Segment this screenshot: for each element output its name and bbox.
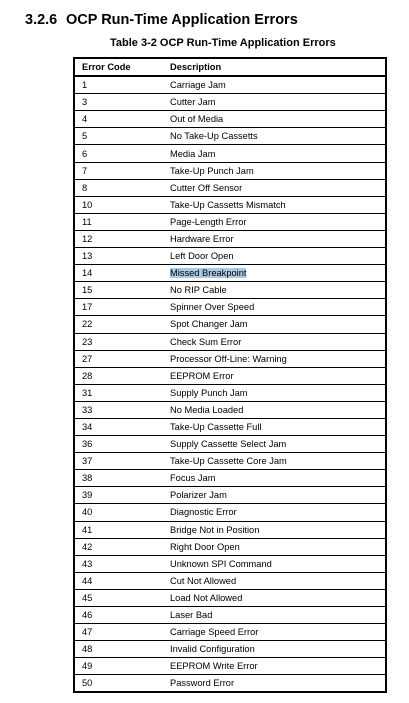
description-text: Focus Jam <box>170 473 216 484</box>
description-text: Supply Punch Jam <box>170 387 248 398</box>
error-code-cell: 1 <box>74 76 170 94</box>
description-cell <box>170 538 386 555</box>
description-text: Take-Up Cassetts Mismatch <box>170 199 286 210</box>
error-code-cell: 37 <box>74 453 170 470</box>
table-row <box>74 265 386 282</box>
description-text: Take-Up Cassette Full <box>170 422 262 433</box>
error-code-cell: 7 <box>74 162 170 179</box>
description-text: Take-Up Punch Jam <box>170 165 254 176</box>
description-cell <box>170 196 386 213</box>
description-text: Processor Off-Line: Warning <box>170 353 287 364</box>
description-text: No Media Loaded <box>170 404 244 415</box>
description-text: No Take-Up Cassetts <box>170 131 258 142</box>
description-text: Cutter Off Sensor <box>170 182 243 193</box>
error-code-cell: 11 <box>74 213 170 230</box>
error-code-cell: 47 <box>74 624 170 641</box>
description-text: Take-Up Cassette Core Jam <box>170 456 287 467</box>
description-text: Cutter Jam <box>170 97 216 108</box>
error-code-cell: 14 <box>74 265 170 282</box>
error-codes-table <box>73 57 387 693</box>
description-cell <box>170 111 386 128</box>
table-row <box>74 384 386 401</box>
description-text: Load Not Allowed <box>170 592 243 603</box>
description-cell <box>170 436 386 453</box>
table-row <box>74 521 386 538</box>
error-code-cell: 13 <box>74 248 170 265</box>
description-cell <box>170 555 386 572</box>
section-title: OCP Run-Time Application Errors <box>66 12 298 28</box>
error-code-cell: 6 <box>74 145 170 162</box>
error-code-cell: 42 <box>74 538 170 555</box>
error-code-cell: 44 <box>74 572 170 589</box>
description-text: Invalid Configuration <box>170 644 255 655</box>
table-row <box>74 607 386 624</box>
description-cell <box>170 162 386 179</box>
error-code-cell: 12 <box>74 230 170 247</box>
table-row <box>74 333 386 350</box>
table-row <box>74 213 386 230</box>
error-code-cell: 43 <box>74 555 170 572</box>
description-cell <box>170 401 386 418</box>
error-code-cell: 23 <box>74 333 170 350</box>
error-code-cell: 41 <box>74 521 170 538</box>
table-row <box>74 162 386 179</box>
table-row <box>74 555 386 572</box>
table-row <box>74 248 386 265</box>
description-cell <box>170 367 386 384</box>
description-text: EEPROM Write Error <box>170 661 258 672</box>
description-cell <box>170 94 386 111</box>
table-caption: Table 3-2 OCP Run-Time Application Errors <box>110 37 336 49</box>
description-text: Carriage Speed Error <box>170 627 259 638</box>
error-code-cell: 46 <box>74 607 170 624</box>
description-cell <box>170 179 386 196</box>
table-row <box>74 196 386 213</box>
error-code-cell: 27 <box>74 350 170 367</box>
description-text: Media Jam <box>170 148 216 159</box>
error-code-cell: 10 <box>74 196 170 213</box>
table-row <box>74 504 386 521</box>
table-row <box>74 538 386 555</box>
error-code-cell: 38 <box>74 470 170 487</box>
description-cell <box>170 282 386 299</box>
description-cell <box>170 589 386 606</box>
error-code-cell: 48 <box>74 641 170 658</box>
description-text: Left Door Open <box>170 251 234 262</box>
description-text: Carriage Jam <box>170 80 226 91</box>
description-text: Cut Not Allowed <box>170 575 237 586</box>
description-text: Bridge Not in Position <box>170 524 260 535</box>
description-text: Supply Cassette Select Jam <box>170 439 287 450</box>
description-cell <box>170 470 386 487</box>
table-row <box>74 401 386 418</box>
table-row <box>74 316 386 333</box>
error-code-cell: 34 <box>74 418 170 435</box>
description-text: Polarizer Jam <box>170 490 227 501</box>
error-code-cell: 40 <box>74 504 170 521</box>
error-code-cell: 50 <box>74 675 170 693</box>
table-row <box>74 145 386 162</box>
table-header-row <box>74 58 386 76</box>
table-row <box>74 487 386 504</box>
error-code-cell: 8 <box>74 179 170 196</box>
error-code-cell: 45 <box>74 589 170 606</box>
error-code-cell: 39 <box>74 487 170 504</box>
error-code-cell: 33 <box>74 401 170 418</box>
table-row <box>74 111 386 128</box>
description-text: Laser Bad <box>170 610 213 621</box>
description-cell <box>170 350 386 367</box>
table-row <box>74 470 386 487</box>
description-text: No RIP Cable <box>170 285 227 296</box>
table-row <box>74 128 386 145</box>
description-cell <box>170 128 386 145</box>
table-row <box>74 230 386 247</box>
description-text: Page-Length Error <box>170 216 247 227</box>
description-text: Diagnostic Error <box>170 507 237 518</box>
error-code-cell: 5 <box>74 128 170 145</box>
table-row <box>74 675 386 693</box>
table-row <box>74 453 386 470</box>
table-row <box>74 658 386 675</box>
error-code-cell: 15 <box>74 282 170 299</box>
description-text: Out of Media <box>170 114 224 125</box>
description-cell <box>170 453 386 470</box>
section-number: 3.2.6 <box>25 12 58 28</box>
description-text: Spot Changer Jam <box>170 319 248 330</box>
description-cell <box>170 504 386 521</box>
description-cell <box>170 487 386 504</box>
description-cell <box>170 230 386 247</box>
section-heading <box>25 12 298 28</box>
table-row <box>74 350 386 367</box>
description-cell <box>170 624 386 641</box>
header-error-code: Error Code <box>74 58 170 76</box>
description-cell <box>170 248 386 265</box>
table-row <box>74 589 386 606</box>
table-row <box>74 572 386 589</box>
description-cell <box>170 316 386 333</box>
description-cell <box>170 658 386 675</box>
description-text: Hardware Error <box>170 233 234 244</box>
description-cell <box>170 384 386 401</box>
description-text: Unknown SPI Command <box>170 558 272 569</box>
description-cell <box>170 572 386 589</box>
description-cell <box>170 607 386 624</box>
table-row <box>74 624 386 641</box>
table-row <box>74 299 386 316</box>
description-cell <box>170 333 386 350</box>
error-code-cell: 36 <box>74 436 170 453</box>
description-cell <box>170 299 386 316</box>
description-cell <box>170 145 386 162</box>
error-code-cell: 28 <box>74 367 170 384</box>
table-row <box>74 436 386 453</box>
description-text: EEPROM Error <box>170 370 234 381</box>
description-cell <box>170 641 386 658</box>
error-code-cell: 49 <box>74 658 170 675</box>
table-row <box>74 641 386 658</box>
description-text-selected: Missed Breakpoint <box>170 268 247 279</box>
table-row <box>74 282 386 299</box>
description-cell <box>170 418 386 435</box>
table-row <box>74 418 386 435</box>
header-description: Description <box>170 58 386 76</box>
description-text: Spinner Over Speed <box>170 302 255 313</box>
table-body <box>74 76 386 692</box>
error-code-cell: 22 <box>74 316 170 333</box>
description-cell <box>170 521 386 538</box>
error-code-cell: 4 <box>74 111 170 128</box>
description-text: Right Door Open <box>170 541 240 552</box>
error-code-cell: 17 <box>74 299 170 316</box>
error-code-cell: 31 <box>74 384 170 401</box>
description-cell <box>170 76 386 94</box>
description-cell <box>170 675 386 693</box>
description-cell <box>170 213 386 230</box>
description-cell <box>170 265 386 282</box>
table-row <box>74 179 386 196</box>
table-row <box>74 94 386 111</box>
table-row <box>74 367 386 384</box>
table-row <box>74 76 386 94</box>
description-text: Password Error <box>170 678 235 689</box>
error-code-cell: 3 <box>74 94 170 111</box>
description-text: Check Sum Error <box>170 336 242 347</box>
